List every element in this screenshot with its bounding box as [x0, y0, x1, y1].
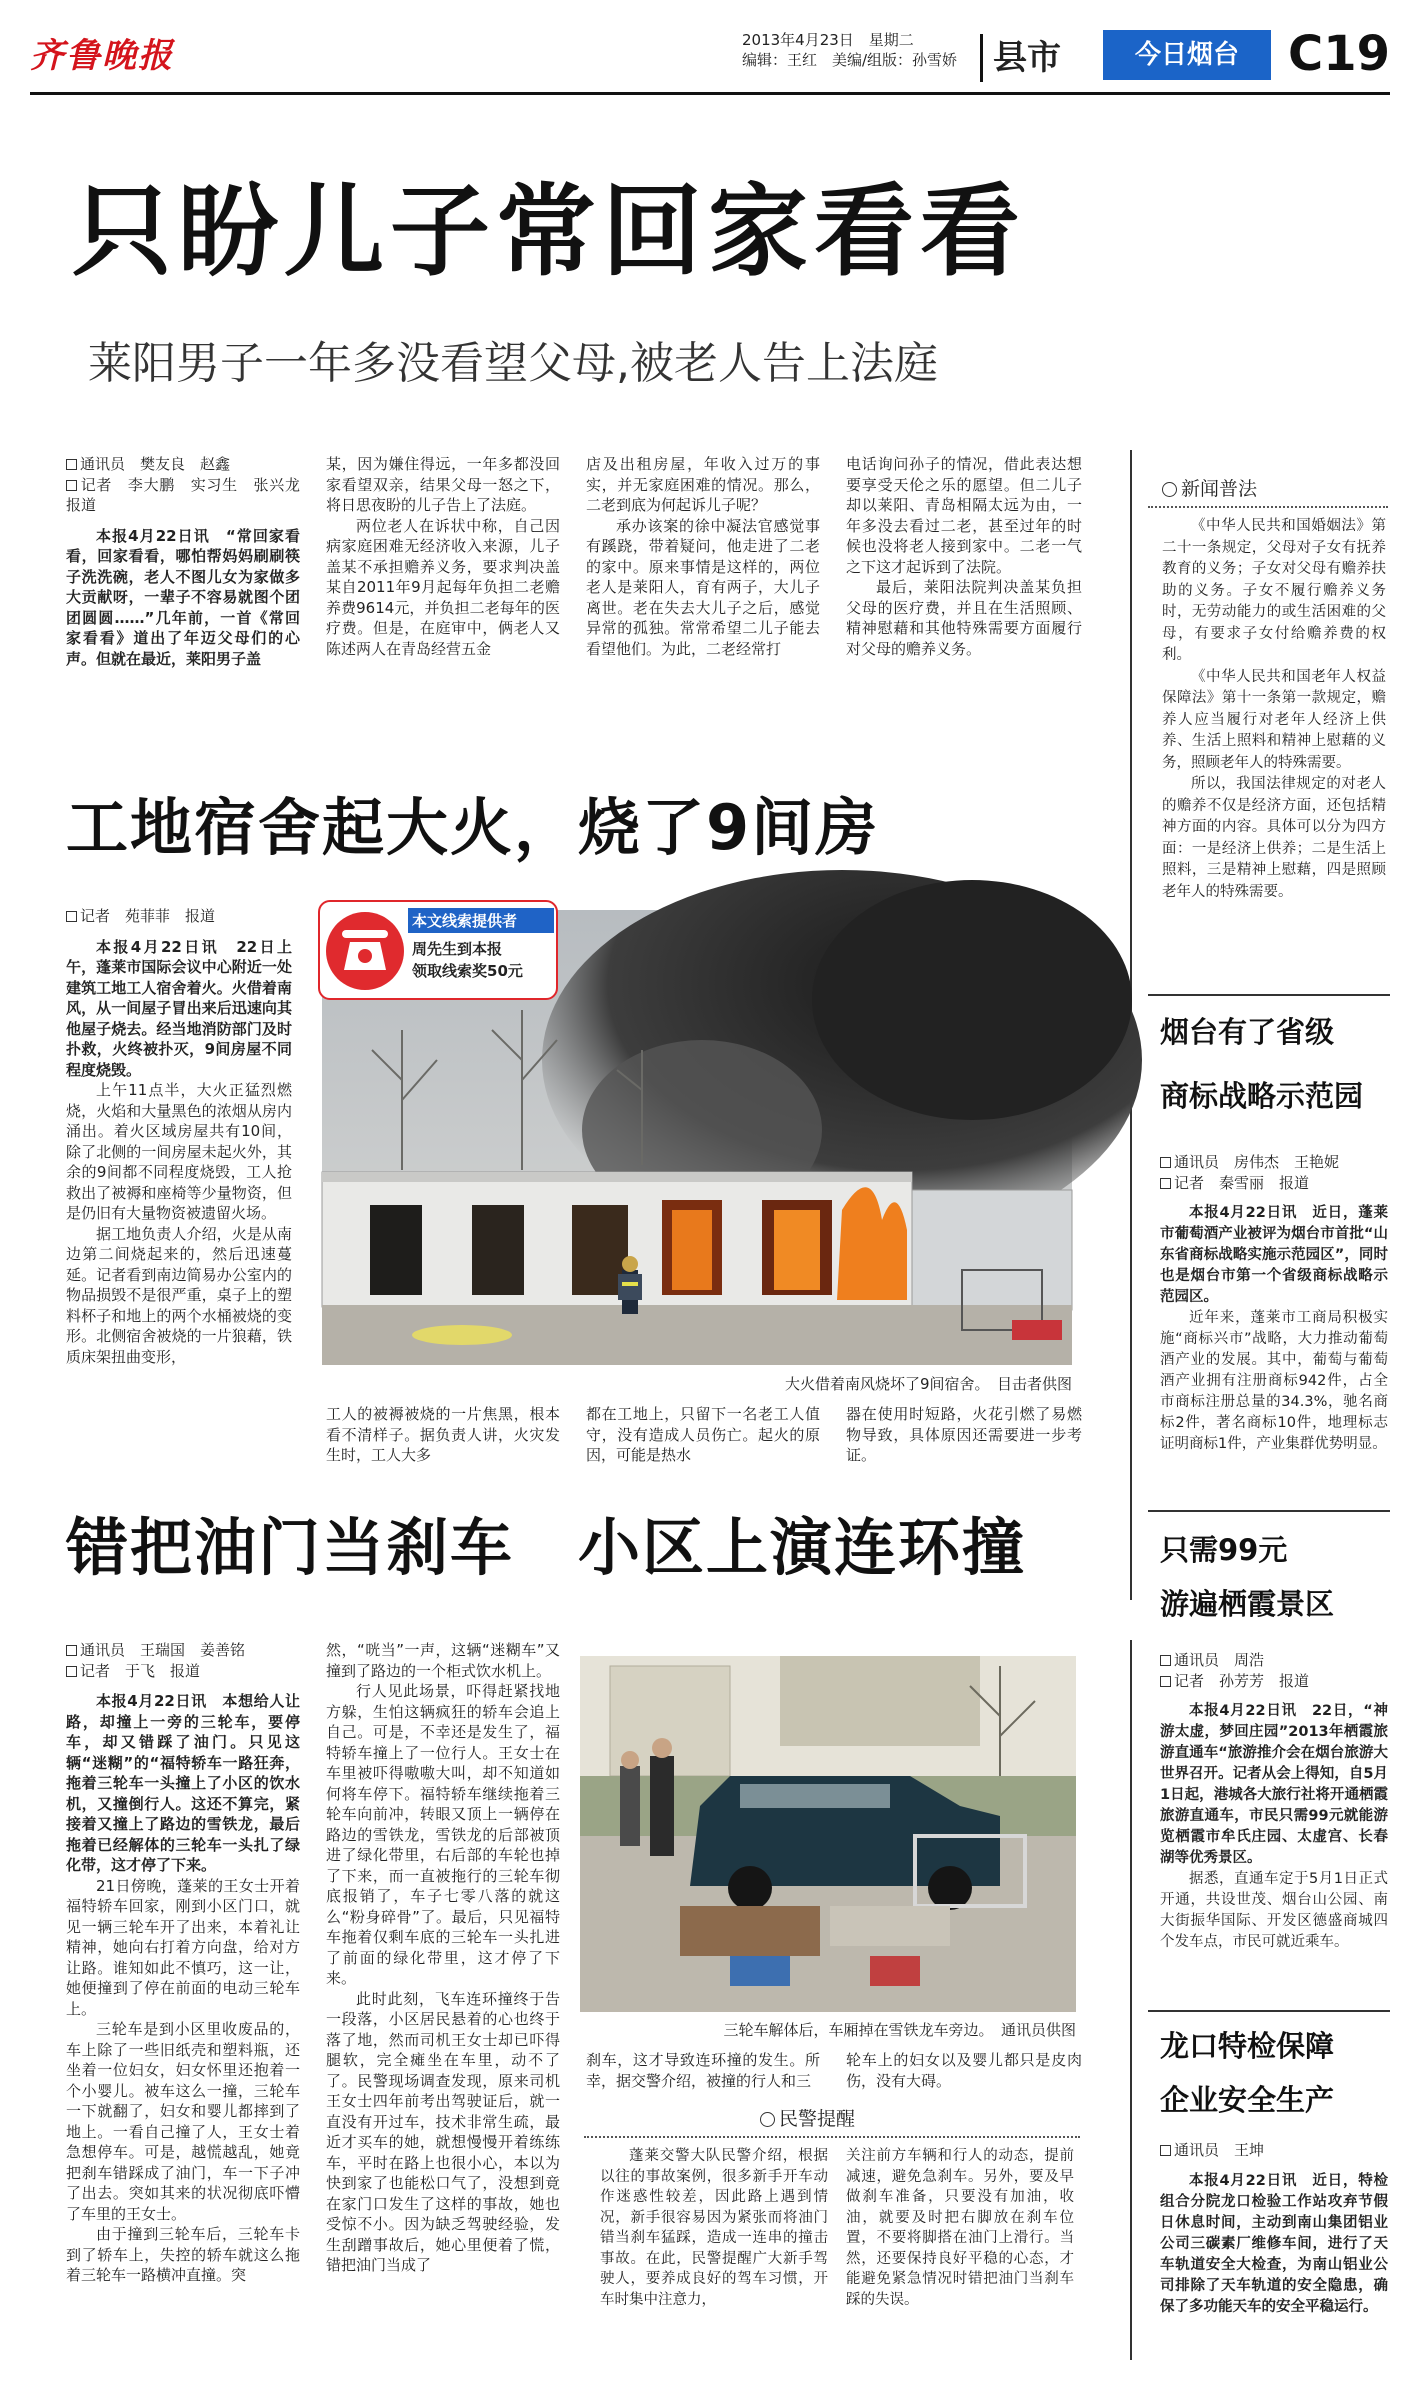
side2-title-line2: 游遍栖霞景区 [1160, 1587, 1335, 1621]
law-paragraph: 《中华人民共和国老年人权益保障法》第十一条第一款规定，赡养人应当履行对老年人经济上供养、生活上照料和精神上慰藉的义务，照顾老年人的特殊需要。 [1162, 668, 1386, 771]
byline-box-icon [66, 1666, 77, 1677]
byline-text: 记者 苑菲菲 报道 [80, 907, 216, 925]
law-box-body [1162, 516, 1386, 956]
byline-text: 记者 秦雪丽 报道 [1174, 1173, 1310, 1192]
paragraph: 上午11点半，大火正猛烈燃烧，火焰和大量黑色的浓烟从房内涌出。着火区域房屋共有10间，除了北侧的一间房屋未起火外，其余的9间都不同程度烧毁，工人抢救出了被褥和座椅等少量物资，但是仍旧有大量物资被遗留火场。 [66, 1081, 292, 1222]
paragraph: 据悉，直通车定于5月1日正式开通，共设世茂、烟台山公园、南大街振华国际、开发区德盛商城四个发车点，市民可就近乘车。 [1160, 1871, 1388, 1950]
lead-byline [66, 454, 316, 516]
circle-icon [760, 2112, 775, 2127]
telephone-icon [326, 912, 404, 990]
paragraph: 都在工地上，只留下一名老工人值守，没有造成人员伤亡。起火的原因，可能是热水 [586, 1405, 820, 1464]
tip-column-1 [600, 2146, 828, 2356]
crash-column-2 [326, 1640, 560, 2360]
crash-column-4 [846, 2050, 1082, 2094]
lead-subhead: 莱阳男子一年多没看望父母,被老人告上法庭 [88, 338, 938, 389]
side2-body [1160, 1650, 1388, 2010]
paragraph: 某，因为嫌住得远，一年多都没回家看望双亲，结果父母一怒之下，将日思夜盼的儿子告上了法庭。 [326, 455, 560, 514]
paragraph: 两位老人在诉状中称，自己因病家庭困难无经济收入来源，儿子盖某不承担赡养义务，要求判决盖某自2011年9月起每年负担二老赡养费9614元，并负担二老每年的医疗费。但是，在庭审中，俩老人又陈述两人在青岛经营五金 [326, 516, 560, 658]
side3-byline [1160, 2140, 1388, 2161]
section-name: 县市 [993, 38, 1061, 78]
paragraph: 关注前方车辆和行人的动态，提前减速，避免急刹车。另外，要及早做刹车准备，只要没有加油，收油，就要及时把右脚放在刹车位置，不要将脚搭在油门上滑行。当然，还要保持良好平稳的心态，才能避免紧急情况时错把油门当刹车踩的失误。 [846, 2148, 1074, 2308]
paragraph: 最后，莱阳法院判决盖某负担父母的医疗费，并且在生活照顾、精神慰藉和其他特殊需要方面履行对父母的赡养义务。 [846, 578, 1082, 658]
hotline-title: 本文线索提供者 [408, 908, 554, 933]
paragraph: 三轮车是到小区里收废品的，车上除了一些旧纸壳和塑料瓶，还坐着一位妇女，妇女怀里还抱着一个小婴儿。被车这么一撞，三轮车一下就翻了，妇女和婴儿都摔到了地上。一看自己撞了人，王女士着急想停车。可是，越慌越乱，她竟把刹车错踩成了油门，车一下子冲了出去。突如其来的状况彻底吓懵了车里的王女士。 [66, 2020, 300, 2223]
crash-photo [580, 1656, 1076, 2012]
crash-byline [66, 1640, 300, 1681]
byline-text: 通讯员 樊友良 赵鑫 [80, 455, 231, 473]
byline-box-icon [1160, 1178, 1171, 1189]
paragraph: 器在使用时短路，火花引燃了易燃物导致，具体原因还需要进一步考证。 [846, 1405, 1082, 1464]
paragraph: 蓬莱交警大队民警介绍，根据以往的事故案例，很多新手开车动作迷惑性较差，因此路上遇到情况，新手很容易因为紧张而将油门错当刹车猛踩，造成一连串的撞击事故。在此，民警提醒广大新手驾驶人，要养成良好的驾车习惯，开车时集中注意力， [600, 2148, 828, 2308]
masthead [0, 0, 1417, 92]
byline-box-icon [66, 911, 77, 922]
lead-paragraph: 本报4月22日讯 近日，特检组合分院龙口检验工作站攻弃节假日休息时间，主动到南山集团铝业公司三碳素厂维修车间，进行了天车轨道安全大检查，为南山铝业公司排除了天车轨道的安全隐患，确保了多功能天车的安全平稳运行。 [1160, 2172, 1388, 2315]
fire-byline [66, 906, 292, 927]
crash-column-1 [66, 1640, 300, 2360]
dotted-rule [584, 2136, 1080, 2138]
paragraph: 电话询问孙子的情况，借此表达想要享受天伦之乐的愿望。但二儿子却以莱阳、青岛相隔太远为由，一年多没去看过二老，甚至过年的时候也没将老人接到家中。二老一气之下这才起诉到了法院。 [846, 455, 1082, 576]
byline-box-icon [1160, 1676, 1171, 1687]
paragraph: 刹车，这才导致连环撞的发生。所幸，据交警介绍，被撞的行人和三 [586, 2051, 820, 2090]
crash-headline: 错把油门当刹车 小区上演连环撞 [66, 1511, 1027, 1584]
byline-box-icon [1160, 1157, 1171, 1168]
fire-photo-caption: 大火借着南风烧坏了9间宿舍。 目击者供图 [784, 1375, 1072, 1393]
lead-column-3 [586, 454, 820, 709]
tip-title [760, 2104, 855, 2131]
paragraph: 承办该案的徐中凝法官感觉事有蹊跷，带着疑问，他走进了二老的家中。原来事情是这样的，两位老人是莱阳人，育有两子，大儿子离世。老在失去大儿子之后，感觉异常的孤独。常常希望二儿子能去看望他们。为此，二老经常打 [586, 516, 820, 658]
lead-column-4 [846, 454, 1082, 709]
byline-box-icon [1160, 1655, 1171, 1666]
paragraph: 由于撞到三轮车后，三轮车卡到了轿车上，失控的轿车就这么拖着三轮车一路横冲直撞。突 [66, 2225, 300, 2284]
byline-text: 记者 李大鹏 实习生 张兴龙 报道 [66, 475, 316, 514]
byline-box-icon [66, 480, 77, 491]
law-paragraph: 《中华人民共和国婚姻法》第二十一条规定，父母对子女有抚养教育的义务；子女对父母有赡养扶助的义务。子女不履行赡养义务时，无劳动能力的或生活困难的父母，有要求子女付给赡养费的权利。 [1162, 518, 1386, 663]
side3-title-line2: 企业安全生产 [1160, 2083, 1335, 2117]
lead-column-1 [66, 454, 316, 709]
paragraph: 工人的被褥被烧的一片焦黑，根本看不清样子。据负责人讲，火灾发生时，工人大多 [326, 1405, 560, 1464]
byline-box-icon [66, 1645, 77, 1656]
paragraph: 据工地负责人介绍，火是从南边第二间烧起来的，然后迅速蔓延。记者看到南边简易办公室内的物品损毁不是很严重，桌子上的塑料杯子和地上的两个水桶被烧的变形。北侧宿舍被烧的一片狼藉，铁质床架扭曲变形， [66, 1224, 292, 1366]
circle-icon [1162, 482, 1177, 497]
hotline-prize: 领取线索奖50元 [412, 962, 523, 980]
side-rule [1148, 994, 1390, 996]
law-box-title [1162, 474, 1257, 501]
lead-column-2 [326, 454, 560, 709]
side-rule [1148, 2010, 1390, 2012]
header-divider [980, 34, 983, 82]
fire-column-2 [326, 1404, 560, 1466]
dotted-rule [1148, 506, 1388, 508]
hotline-name: 周先生到本报 [412, 940, 503, 958]
byline-text: 通讯员 房伟杰 王艳妮 [1174, 1153, 1340, 1171]
side-rule [1148, 1510, 1390, 1512]
paragraph: 21日傍晚，蓬莱的王女士开着福特轿车回家，刚到小区门口，就见一辆三轮车开了出来，本着礼让精神，她向右打着方向盘，给对方让路。谁知如此不慎巧，这一让，她便撞到了停在前面的电动三轮车上。 [66, 1876, 300, 2018]
byline-text: 通讯员 王瑞国 姜善铭 [80, 1641, 246, 1659]
tip-title-text: 民警提醒 [779, 2108, 856, 2130]
tip-column-2 [846, 2146, 1074, 2356]
byline-text: 记者 于飞 报道 [80, 1661, 201, 1680]
byline-text: 通讯员 王坤 [1174, 2141, 1265, 2159]
side1-title-line2: 商标战略示范园 [1160, 1079, 1364, 1113]
paragraph: 轮车上的妇女以及婴儿都只是皮肉伤，没有大碍。 [846, 2051, 1082, 2090]
fire-headline: 工地宿舍起大火，烧了9间房 [66, 791, 880, 864]
side2-byline [1160, 1650, 1388, 1691]
dateline [742, 30, 957, 70]
paragraph: 店及出租房屋，年收入过万的事实，并无家庭困难的情况。那么，二老到底为何起诉儿子呢？ [586, 455, 820, 514]
fire-column-3 [586, 1404, 820, 1466]
hotline-text [412, 938, 523, 982]
column-divider [1130, 1640, 1132, 2360]
fire-column-4 [846, 1404, 1082, 1466]
byline-box-icon [66, 459, 77, 470]
law-paragraph: 所以，我国法律规定的对老人的赡养不仅是经济方面，还包括精神方面的内容。具体可以分为四方面：一是经济上供养；二是生活上照料，三是精神上慰藉，四是照顾老年人的特殊需要。 [1162, 776, 1386, 900]
byline-text: 记者 孙芳芳 报道 [1174, 1671, 1310, 1690]
crash-column-3 [586, 2050, 820, 2094]
paragraph: 然，“咣当”一声，这辆“迷糊车”又撞到了路边的一个柜式饮水机上。 [326, 1641, 560, 1680]
side3-body [1160, 2140, 1388, 2360]
issue-date: 2013年4月23日 星期二 [742, 31, 914, 49]
hotline-badge [318, 900, 558, 1000]
lead-headline: 只盼儿子常回家看看 [72, 173, 1026, 290]
paragraph: 行人见此场景，吓得赶紧找地方躲，生怕这辆疯狂的轿车会追上自己。可是，不幸还是发生了，福特轿车撞上了一位行人。王女士在车里被吓得嗷嗷大叫，却不知道如何将车停下。福特轿车继续拖着三轮车向前冲，转眼又顶上一辆停在路边的雪铁龙，雪铁龙的后部被顶进了绿化带里，右后部的车轮也掉了下来，而一直被拖行的三轮车彻底报销了，车子七零八落的就这么“粉身碎骨”了。最后，只见福特车拖着仅剩车底的三轮车一头扎进了前面的绿化带里，这才停了下来。 [326, 1682, 560, 1987]
byline-text: 通讯员 周浩 [1174, 1651, 1265, 1669]
crash-scene-image [580, 1656, 1076, 2012]
side3-title-line1: 龙口特检保障 [1160, 2029, 1335, 2063]
lead-paragraph: 本报4月22日讯 “常回家看看，回家看看，哪怕帮妈妈刷刷筷子洗洗碗，老人不图儿女为家做多大贡献呀，一辈子不容易就图个团团圆圆……”几年前，一首《常回家看看》道出了年迈父母们的心声。但就在最近，莱阳男子盖 [66, 526, 300, 668]
law-box-title-text: 新闻普法 [1181, 478, 1258, 500]
lead-paragraph: 本报4月22日讯 22日上午，蓬莱市国际会议中心附近一处建筑工地工人宿舍着火。火借着南风，从一间屋子冒出来后迅速向其他屋子烧去。经当地消防部门及时扑救，火终被扑灭，9间房屋不同程度烧毁。 [66, 937, 292, 1079]
header-rule [30, 92, 1390, 95]
paragraph: 近年来，蓬莱市工商局积极实施“商标兴市”战略，大力推动葡萄酒产业的发展。其中，葡萄与葡萄酒产业拥有注册商标942件，占全市商标注册总量的34.3%，驰名商标2件，著名商标10件，地理标志证明商标1件，产业集群优势明显。 [1160, 1310, 1388, 1452]
byline-box-icon [1160, 2145, 1171, 2156]
page-number: C19 [1288, 26, 1391, 82]
newspaper-logo: 齐鲁晚报 [30, 36, 174, 76]
side1-body [1160, 1152, 1388, 1522]
fire-column-1 [66, 906, 292, 1466]
lead-paragraph: 本报4月22日讯 22日，“神游太虚，梦回庄园”2013年栖霞旅游直通车“旅游推介会在烟台旅游大世界召开。记者从会上得知，自5月1日起，港城各大旅行社将开通栖霞旅游直通车，市民只需99元就能游览栖霞市牟氏庄园、太虚宫、长春湖等优秀景区。 [1160, 1703, 1388, 1866]
lead-paragraph: 本报4月22日讯 近日，蓬莱市葡萄酒产业被评为烟台市首批“山东省商标战略实施示范园区”，同时也是烟台市第一个省级商标战略示范园区。 [1160, 1205, 1388, 1305]
side1-title-line1: 烟台有了省级 [1160, 1015, 1335, 1049]
section-tag: 今日烟台 [1103, 30, 1271, 80]
paragraph: 此时此刻，飞车连环撞终于告一段落，小区居民悬着的心也终于落了地，然而司机王女士却已吓得腿软，完全瘫坐在车里，动不了了。民警现场调查发现，原来司机王女士四年前考出驾驶证后，就一直没有开过车，技术非常生疏，最近才买车的她，就想慢慢开着练练车，平时在路上也很小心，本以为快到家了也能松口气了，没想到竟在家门口发生了这样的事故，她也受惊不小。因为缺乏驾驶经验，发生刮蹭事故后，她心里便着了慌，错把油门当成了 [326, 1989, 560, 2274]
crash-photo-caption: 三轮车解体后，车厢掉在雪铁龙车旁边。 通讯员供图 [723, 2021, 1076, 2039]
side2-title-line1: 只需99元 [1160, 1533, 1288, 1567]
editor-credits: 编辑：王红 美编/组版：孙雪娇 [742, 51, 958, 69]
side1-byline [1160, 1152, 1388, 1193]
lead-paragraph: 本报4月22日讯 本想给人让路，却撞上一旁的三轮车，要停车，却又错踩了油门。只见这辆“迷糊”的“福特轿车一路狂奔，拖着三轮车一头撞上了小区的饮水机，又撞倒行人。这还不算完，紧接着又撞上了路边的雪铁龙，最后拖着已经解体的三轮车一头扎了绿化带，这才停了下来。 [66, 1692, 300, 1874]
